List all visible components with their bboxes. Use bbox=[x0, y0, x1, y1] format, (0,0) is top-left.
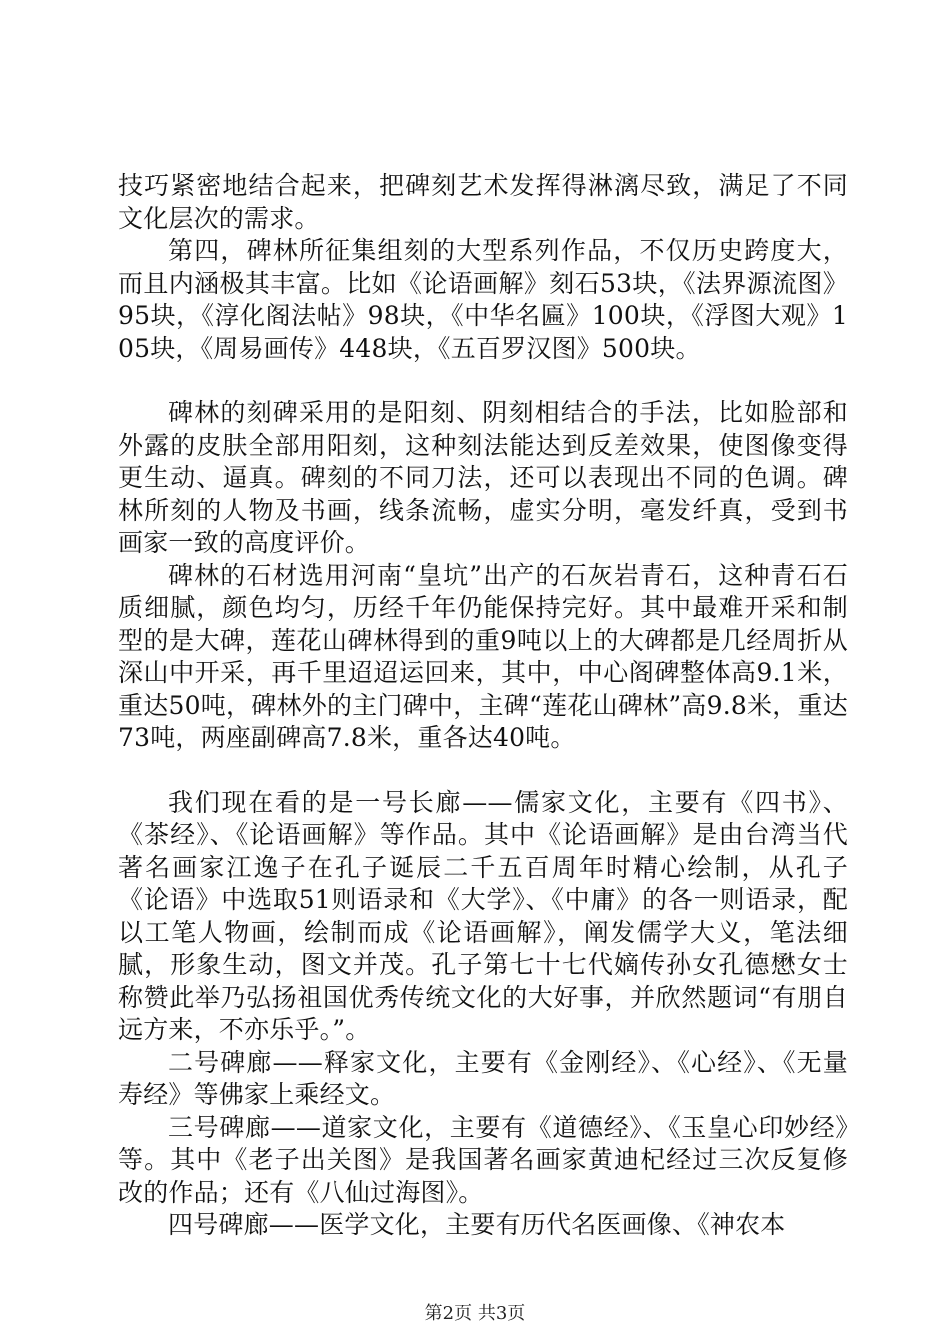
paragraph-corridor-three: 三号碑廊——道家文化，主要有《道德经》、《玉皇心印妙经》等。其中《老子出关图》是我国著名画家黄迪杞经过三次反复修改的作品；还有《八仙过海图》。 bbox=[118, 1112, 848, 1207]
paragraph-carving-technique: 碑林的刻碑采用的是阳刻、阴刻相结合的手法，比如脸部和外露的皮肤全部用阳刻，这种刻法能达到反差效果，使图像变得更生动、逼真。碑刻的不同刀法，还可以表现出不同的色调。碑林所刻的人物及书画，线条流畅，虚实分明，毫发纤真，受到书画家一致的高度评价。 bbox=[118, 398, 848, 557]
page-number-footer: 第2页 共3页 bbox=[424, 1303, 526, 1324]
paragraph-fourth-point: 第四，碑林所征集组刻的大型系列作品，不仅历史跨度大，而且内涵极其丰富。比如《论语画解》刻石53块，《法界源流图》95块，《淳化阁法帖》98块，《中华名匾》100块，《浮图大观》105块，《周易画传》448块，《五百罗汉图》500块。 bbox=[118, 236, 848, 363]
paragraph-gap bbox=[118, 755, 848, 787]
paragraph-corridor-four: 四号碑廊——医学文化，主要有历代名医画像、《神农本 bbox=[168, 1210, 786, 1239]
document-body bbox=[118, 170, 848, 1242]
paragraph-gap bbox=[118, 365, 848, 397]
paragraph-continuation: 技巧紧密地结合起来，把碑刻艺术发挥得淋漓尽致，满足了不同文化层次的需求。 bbox=[118, 171, 848, 233]
paragraph-corridor-one: 我们现在看的是一号长廊——儒家文化，主要有《四书》、《茶经》、《论语画解》等作品。其中《论语画解》是由台湾当代著名画家江逸子在孔子诞辰二千五百周年时精心绘制，从孔子《论语》中选取51则语录和《大学》、《中庸》的各一则语录，配以工笔人物画，绘制而成《论语画解》，阐发儒学大义，笔法细腻，形象生动，图文并茂。孔子第七十七代嫡传孙女孔德懋女士称赞此举乃弘扬祖国优秀传统文化的大好事，并欣然题词“有朋自远方来，不亦乐乎。”。 bbox=[118, 787, 848, 1044]
paragraph-corridor-two: 二号碑廊——释家文化，主要有《金刚经》、《心经》、《无量寿经》等佛家上乘经文。 bbox=[118, 1047, 848, 1109]
paragraph-stone-material: 碑林的石材选用河南“皇坑”出产的石灰岩青石，这种青石石质细腻，颜色均匀，历经千年仍能保持完好。其中最难开采和制型的是大碑，莲花山碑林得到的重9吨以上的大碑都是几经周折从深山中开采，再千里迢迢运回来，其中，中心阁碑整体高9.1米，重达50吨，碑林外的主门碑中，主碑“莲花山碑林”高9.8米，重达73吨，两座副碑高7.8米，重各达40吨。 bbox=[118, 560, 848, 752]
